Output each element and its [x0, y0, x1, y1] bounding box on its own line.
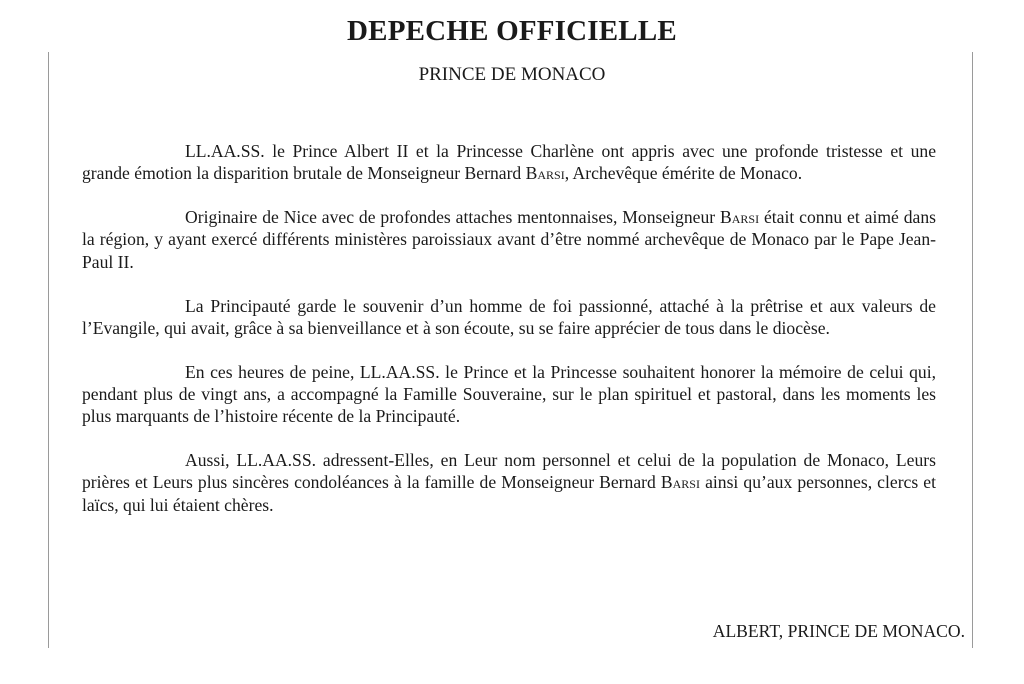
document-body — [82, 140, 936, 538]
surname-barsi: Barsi — [720, 207, 760, 228]
paragraph-5-text-b: ainsi qu’aux personnes, clercs et laïcs, qui lui étaient chères. — [82, 472, 936, 515]
paragraph-3: La Principauté garde le souvenir d’un homme de foi passionné, attaché à la prêtrise et aux valeurs de l’Evangile, qui avait, grâce à sa bienveillance et à son écoute, su se faire apprécier de tous dans le diocèse. — [82, 295, 936, 338]
paragraph-1 — [82, 140, 936, 184]
right-border-line — [972, 52, 973, 648]
paragraph-2 — [82, 206, 936, 273]
paragraph-1-text-b: , Archevêque émérite de Monaco. — [564, 163, 803, 184]
document-title: DEPECHE OFFICIELLE — [347, 15, 677, 47]
left-border-line — [48, 52, 49, 648]
paragraph-5 — [82, 449, 936, 516]
surname-barsi: Barsi — [660, 472, 700, 493]
paragraph-4: En ces heures de peine, LL.AA.SS. le Prince et la Princesse souhaitent honorer la mémoire de celui qui, pendant plus de vingt ans, a accompagné la Famille Souveraine, sur le plan spirituel et pastoral, dans les moments les plus marquants de l’histoire récente de la Principauté. — [82, 361, 936, 427]
surname-barsi: Barsi — [525, 163, 565, 184]
paragraph-2-text-a: Originaire de Nice avec de profondes attaches mentonnaises, Monseigneur — [185, 207, 721, 228]
document-subtitle: PRINCE DE MONACO — [418, 64, 606, 85]
paragraph-1-text-a: LL.AA.SS. le Prince Albert II et la Princesse Charlène ont appris avec une profonde tristesse et une grande émotion la disparition brutale de Monseigneur Bernard — [82, 141, 936, 184]
paragraph-2-text-b: était connu et aimé dans la région, y ayant exercé différents ministères paroissiaux avant d’être nommé archevêque de Monaco par le Pape Jean-Paul II. — [82, 207, 936, 272]
paragraph-5-text-a: Aussi, LL.AA.SS. adressent-Elles, en Leur nom personnel et celui de la population de Monaco, Leurs prières et Leurs plus sincères condoléances à la famille de Monseigneur Bernard — [82, 450, 936, 493]
signature: ALBERT, PRINCE DE MONACO. — [712, 621, 965, 641]
